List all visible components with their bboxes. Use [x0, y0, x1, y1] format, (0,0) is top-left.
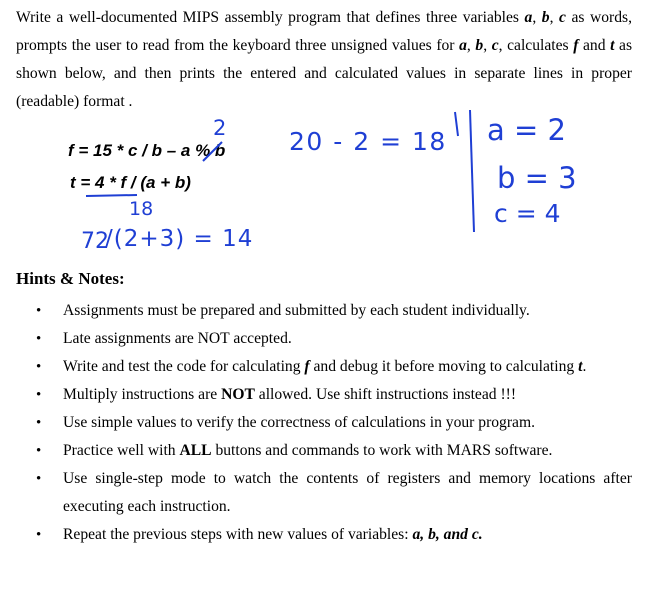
var-c: c	[559, 9, 566, 26]
hw-t-calc-start: 72	[81, 229, 109, 254]
hints-title: Hints & Notes:	[16, 269, 125, 288]
var-a: a	[459, 37, 467, 54]
sep: ,	[466, 37, 476, 54]
formula-t: t = 4 * f / (a + b)	[70, 173, 191, 192]
var-b: b	[541, 9, 550, 26]
intro-text-1: Write a well-documented MIPS assembly program that defines three variables	[16, 9, 525, 26]
hw-a-assign: a = 2	[487, 113, 566, 147]
intro-text-4: and	[578, 37, 611, 54]
emphasis-all: ALL	[179, 442, 212, 459]
bullet: •	[36, 471, 42, 487]
var-c: c	[491, 37, 499, 54]
hint-text: Multiply instructions are	[63, 386, 222, 403]
hint-text: buttons and commands to work with MARS software.	[211, 442, 553, 459]
hint-text: Write and test the code for calculating	[63, 358, 305, 375]
var-t: t	[578, 358, 583, 375]
divider-tick	[455, 112, 458, 136]
bullet: •	[36, 331, 42, 347]
hint-text: allowed. Use shift instructions instead !!!	[254, 386, 517, 403]
bullet: •	[36, 303, 42, 319]
intro-text-5: as shown below, and then prints the entered and calculated values in separate lines in proper (readable) format .	[16, 37, 633, 110]
hw-a-value: 2	[213, 116, 227, 140]
var-f: f	[304, 358, 310, 375]
hw-t-calc-end: /(2+3) = 14	[105, 226, 254, 252]
hw-c-assign: c = 4	[494, 199, 561, 228]
hint-text: and debug it before moving to calculating	[309, 358, 579, 375]
formula-f: f = 15 * c / b – a % b	[68, 141, 226, 160]
hint-text: Practice well with	[63, 442, 180, 459]
bullet: •	[36, 359, 42, 375]
list-item	[30, 409, 632, 437]
list-item	[30, 521, 632, 549]
sep: ,	[549, 9, 559, 26]
hw-f-value: 18	[129, 198, 154, 220]
bullet: •	[36, 415, 42, 431]
var-b: b	[475, 37, 484, 54]
hw-f-calc: 20 - 2 = 18	[289, 127, 447, 156]
var-f: f	[573, 37, 579, 54]
hint-text: Late assignments are NOT accepted.	[63, 330, 292, 347]
hint-text: .	[582, 358, 587, 375]
bullet: •	[36, 387, 42, 403]
hw-b-assign: b = 3	[497, 161, 577, 195]
list-item	[30, 437, 632, 465]
var-a: a	[524, 9, 533, 26]
sep: ,	[483, 37, 492, 54]
list-item	[30, 465, 632, 521]
sep: ,	[532, 9, 542, 26]
list-item	[30, 325, 632, 353]
emphasis-not: NOT	[221, 386, 255, 403]
bullet: •	[36, 443, 42, 459]
hint-text: Use simple values to verify the correctness of calculations in your program.	[63, 414, 536, 431]
bullet: •	[36, 527, 42, 543]
separator-line	[470, 110, 474, 232]
var-t: t	[610, 37, 615, 54]
intro-text-3: , calculates	[498, 37, 574, 54]
variables-list: a, b, and c.	[412, 526, 483, 543]
hint-text: Use single-step mode to watch the contents of registers and memory locations after executing each instruction.	[63, 470, 632, 515]
list-item	[30, 297, 632, 325]
intro-text-2: as words, prompts the user to read from the keyboard three unsigned values for	[16, 9, 632, 54]
hints-list	[30, 297, 632, 549]
list-item	[30, 353, 632, 381]
list-item	[30, 381, 632, 409]
hint-text: Repeat the previous steps with new values of variables:	[63, 526, 413, 543]
hint-text: Assignments must be prepared and submitted by each student individually.	[63, 302, 530, 319]
underline-4f	[86, 195, 137, 196]
strike-a	[203, 142, 222, 161]
